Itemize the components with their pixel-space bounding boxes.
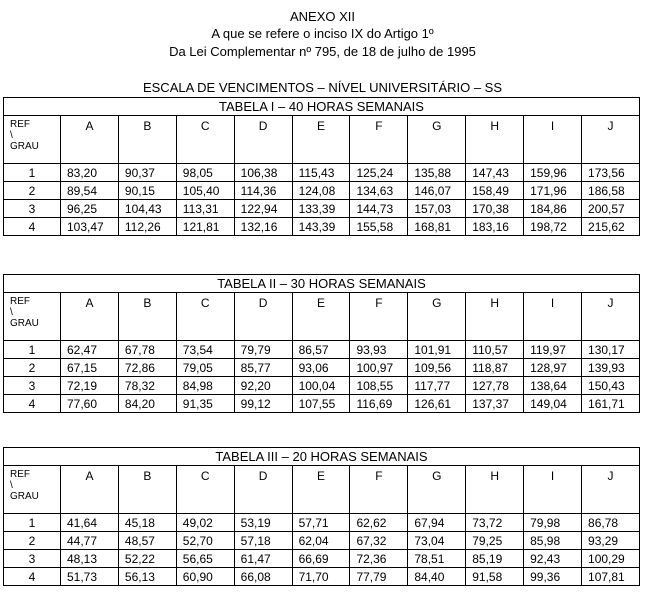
value-cell: 150,43 [582, 377, 640, 395]
table-row [4, 377, 640, 395]
value-cell: 107,81 [582, 568, 640, 586]
grau-cell: 3 [4, 377, 61, 395]
grau-cell: 1 [4, 341, 61, 359]
table-row [4, 359, 640, 377]
value-cell: 135,88 [408, 164, 466, 182]
column-header: A [61, 293, 119, 341]
value-cell: 78,32 [118, 377, 176, 395]
value-cell: 93,06 [292, 359, 350, 377]
value-cell: 125,24 [350, 164, 408, 182]
column-header: D [234, 293, 292, 341]
value-cell: 77,79 [350, 568, 408, 586]
value-cell: 52,70 [176, 532, 234, 550]
column-header: H [466, 293, 524, 341]
value-cell: 85,98 [524, 532, 582, 550]
value-cell: 96,25 [61, 200, 119, 218]
column-header: J [582, 293, 640, 341]
column-header: D [234, 116, 292, 164]
ref-grau-header [4, 293, 61, 341]
table-row [4, 164, 640, 182]
value-cell: 127,78 [466, 377, 524, 395]
grau-cell: 4 [4, 568, 61, 586]
column-header: F [350, 116, 408, 164]
value-cell: 56,13 [118, 568, 176, 586]
table-row [4, 395, 640, 413]
column-header: B [118, 466, 176, 514]
value-cell: 84,98 [176, 377, 234, 395]
value-cell: 108,55 [350, 377, 408, 395]
value-cell: 138,64 [524, 377, 582, 395]
grau-cell: 2 [4, 532, 61, 550]
table-row [4, 218, 640, 236]
value-cell: 66,69 [292, 550, 350, 568]
value-cell: 104,43 [118, 200, 176, 218]
value-cell: 79,79 [234, 341, 292, 359]
value-cell: 48,57 [118, 532, 176, 550]
value-cell: 77,60 [61, 395, 119, 413]
value-cell: 45,18 [118, 514, 176, 532]
value-cell: 105,40 [176, 182, 234, 200]
value-cell: 73,54 [176, 341, 234, 359]
value-cell: 215,62 [582, 218, 640, 236]
value-cell: 130,17 [582, 341, 640, 359]
value-cell: 84,40 [408, 568, 466, 586]
ref-label: REF [10, 119, 30, 130]
column-header: A [61, 116, 119, 164]
value-cell: 91,58 [466, 568, 524, 586]
value-cell: 100,29 [582, 550, 640, 568]
column-header: C [176, 293, 234, 341]
value-cell: 100,97 [350, 359, 408, 377]
value-cell: 62,62 [350, 514, 408, 532]
value-cell: 168,81 [408, 218, 466, 236]
value-cell: 78,51 [408, 550, 466, 568]
table-row [4, 182, 640, 200]
value-cell: 157,03 [408, 200, 466, 218]
value-cell: 57,71 [292, 514, 350, 532]
column-header: C [176, 116, 234, 164]
value-cell: 116,69 [350, 395, 408, 413]
value-cell: 84,20 [118, 395, 176, 413]
value-cell: 71,70 [292, 568, 350, 586]
value-cell: 56,65 [176, 550, 234, 568]
column-header: H [466, 116, 524, 164]
grau-cell: 4 [4, 395, 61, 413]
column-header: E [292, 293, 350, 341]
value-cell: 60,90 [176, 568, 234, 586]
value-cell: 173,56 [582, 164, 640, 182]
table-row [4, 341, 640, 359]
slash-label: \ [10, 480, 13, 491]
value-cell: 121,81 [176, 218, 234, 236]
value-cell: 79,98 [524, 514, 582, 532]
column-header: I [524, 293, 582, 341]
value-cell: 62,04 [292, 532, 350, 550]
value-cell: 67,15 [61, 359, 119, 377]
ref-grau-header [4, 466, 61, 514]
value-cell: 49,02 [176, 514, 234, 532]
column-header: E [292, 466, 350, 514]
value-cell: 57,18 [234, 532, 292, 550]
table-title-row [4, 275, 640, 293]
value-cell: 124,08 [292, 182, 350, 200]
ref-label: REF [10, 469, 30, 480]
table-title: TABELA II – 30 HORAS SEMANAIS [4, 275, 640, 293]
value-cell: 67,78 [118, 341, 176, 359]
value-cell: 72,86 [118, 359, 176, 377]
value-cell: 112,26 [118, 218, 176, 236]
value-cell: 132,16 [234, 218, 292, 236]
salary-table [3, 97, 640, 236]
value-cell: 73,72 [466, 514, 524, 532]
value-cell: 93,29 [582, 532, 640, 550]
value-cell: 147,43 [466, 164, 524, 182]
grau-label: GRAU [10, 491, 39, 502]
value-cell: 100,04 [292, 377, 350, 395]
value-cell: 184,86 [524, 200, 582, 218]
value-cell: 73,04 [408, 532, 466, 550]
table-row [4, 532, 640, 550]
column-header: B [118, 116, 176, 164]
column-header: J [582, 466, 640, 514]
value-cell: 52,22 [118, 550, 176, 568]
slash-label: \ [10, 307, 13, 318]
value-cell: 158,49 [466, 182, 524, 200]
value-cell: 119,97 [524, 341, 582, 359]
law-reference: Da Lei Complementar nº 795, de 18 de julho de 1995 [169, 44, 476, 59]
grau-cell: 2 [4, 359, 61, 377]
value-cell: 99,36 [524, 568, 582, 586]
value-cell: 115,43 [292, 164, 350, 182]
value-cell: 61,47 [234, 550, 292, 568]
ref-grau-header [4, 116, 61, 164]
value-cell: 99,12 [234, 395, 292, 413]
value-cell: 170,38 [466, 200, 524, 218]
value-cell: 90,15 [118, 182, 176, 200]
column-header: I [524, 116, 582, 164]
value-cell: 48,13 [61, 550, 119, 568]
value-cell: 198,72 [524, 218, 582, 236]
value-cell: 149,04 [524, 395, 582, 413]
column-header: C [176, 466, 234, 514]
grau-cell: 2 [4, 182, 61, 200]
grau-cell: 3 [4, 200, 61, 218]
grau-cell: 3 [4, 550, 61, 568]
value-cell: 144,73 [350, 200, 408, 218]
table-header-row [4, 116, 640, 164]
salary-table [3, 447, 640, 586]
value-cell: 109,56 [408, 359, 466, 377]
value-cell: 90,37 [118, 164, 176, 182]
value-cell: 51,73 [61, 568, 119, 586]
value-cell: 146,07 [408, 182, 466, 200]
value-cell: 91,35 [176, 395, 234, 413]
table-title: TABELA III – 20 HORAS SEMANAIS [4, 448, 640, 466]
value-cell: 83,20 [61, 164, 119, 182]
value-cell: 117,77 [408, 377, 466, 395]
value-cell: 67,94 [408, 514, 466, 532]
value-cell: 72,36 [350, 550, 408, 568]
value-cell: 93,93 [350, 341, 408, 359]
value-cell: 128,97 [524, 359, 582, 377]
value-cell: 114,36 [234, 182, 292, 200]
value-cell: 92,20 [234, 377, 292, 395]
table-row [4, 568, 640, 586]
annex-reference: A que se refere o inciso IX do Artigo 1º [211, 26, 434, 41]
table-row [4, 514, 640, 532]
value-cell: 110,57 [466, 341, 524, 359]
column-header: B [118, 293, 176, 341]
value-cell: 101,91 [408, 341, 466, 359]
value-cell: 139,93 [582, 359, 640, 377]
value-cell: 41,64 [61, 514, 119, 532]
value-cell: 159,96 [524, 164, 582, 182]
value-cell: 126,61 [408, 395, 466, 413]
value-cell: 183,16 [466, 218, 524, 236]
value-cell: 66,08 [234, 568, 292, 586]
value-cell: 200,57 [582, 200, 640, 218]
value-cell: 67,32 [350, 532, 408, 550]
grau-label: GRAU [10, 141, 39, 152]
value-cell: 44,77 [61, 532, 119, 550]
value-cell: 133,39 [292, 200, 350, 218]
value-cell: 89,54 [61, 182, 119, 200]
value-cell: 137,37 [466, 395, 524, 413]
value-cell: 85,77 [234, 359, 292, 377]
value-cell: 186,58 [582, 182, 640, 200]
value-cell: 106,38 [234, 164, 292, 182]
grau-cell: 1 [4, 514, 61, 532]
grau-label: GRAU [10, 318, 39, 329]
value-cell: 113,31 [176, 200, 234, 218]
table-title-row [4, 98, 640, 116]
table-row [4, 550, 640, 568]
value-cell: 103,47 [61, 218, 119, 236]
table-header-row [4, 466, 640, 514]
column-header: G [408, 466, 466, 514]
value-cell: 85,19 [466, 550, 524, 568]
value-cell: 118,87 [466, 359, 524, 377]
column-header: G [408, 116, 466, 164]
annex-title: ANEXO XII [289, 9, 356, 24]
salary-scale-title: ESCALA DE VENCIMENTOS – NÍVEL UNIVERSITÁRIO – SS [142, 80, 503, 95]
value-cell: 79,25 [466, 532, 524, 550]
value-cell: 62,47 [61, 341, 119, 359]
column-header: F [350, 293, 408, 341]
column-header: G [408, 293, 466, 341]
value-cell: 161,71 [582, 395, 640, 413]
value-cell: 107,55 [292, 395, 350, 413]
table-title-row [4, 448, 640, 466]
grau-cell: 1 [4, 164, 61, 182]
salary-table [3, 274, 640, 413]
table-header-row [4, 293, 640, 341]
value-cell: 155,58 [350, 218, 408, 236]
value-cell: 72,19 [61, 377, 119, 395]
value-cell: 171,96 [524, 182, 582, 200]
value-cell: 134,63 [350, 182, 408, 200]
ref-label: REF [10, 296, 30, 307]
column-header: I [524, 466, 582, 514]
value-cell: 143,39 [292, 218, 350, 236]
grau-cell: 4 [4, 218, 61, 236]
column-header: F [350, 466, 408, 514]
slash-label: \ [10, 130, 13, 141]
column-header: H [466, 466, 524, 514]
value-cell: 98,05 [176, 164, 234, 182]
value-cell: 79,05 [176, 359, 234, 377]
value-cell: 122,94 [234, 200, 292, 218]
table-title: TABELA I – 40 HORAS SEMANAIS [4, 98, 640, 116]
column-header: A [61, 466, 119, 514]
column-header: E [292, 116, 350, 164]
column-header: D [234, 466, 292, 514]
value-cell: 86,57 [292, 341, 350, 359]
value-cell: 53,19 [234, 514, 292, 532]
value-cell: 86,78 [582, 514, 640, 532]
column-header: J [582, 116, 640, 164]
value-cell: 92,43 [524, 550, 582, 568]
table-row [4, 200, 640, 218]
